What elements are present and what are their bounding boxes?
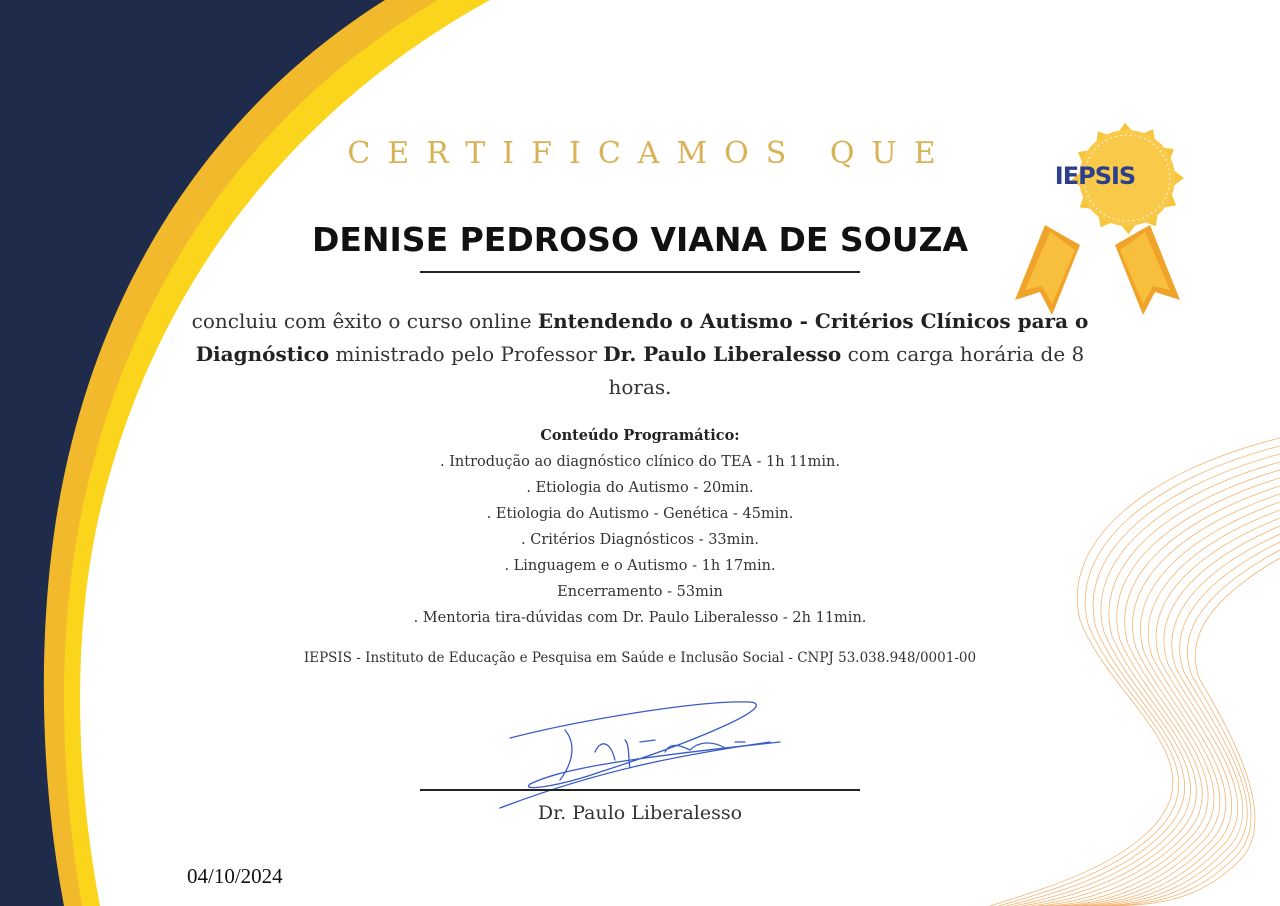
issue-date: 04/10/2024 (187, 864, 283, 888)
content-item: . Etiologia do Autismo - 20min. (526, 480, 754, 496)
completion-statement (190, 305, 1090, 404)
content-item: . Critérios Diagnósticos - 33min. (521, 532, 759, 548)
content-item: . Etiologia do Autismo - Genética - 45min. (486, 506, 794, 522)
iepsis-logo: IEPSIS (1054, 162, 1136, 190)
signer-name: Dr. Paulo Liberalesso (537, 802, 743, 824)
institution-info: IEPSIS - Instituto de Educação e Pesquisa em Saúde e Inclusão Social - CNPJ 53.038.948/0001-00 (303, 650, 977, 666)
content-item: Encerramento - 53min (557, 584, 723, 600)
name-underline (420, 271, 860, 273)
signature-scribble (500, 702, 780, 808)
recipient-name: DENISE PEDROSO VIANA DE SOUZA (311, 220, 969, 259)
statement-text-3: com carga horária de 8 horas. (608, 342, 1085, 399)
certificate-heading: CERTIFICAMOS QUE (347, 136, 953, 171)
statement-text-2: ministrado pelo Professor (329, 342, 604, 366)
course-name: Entendendo o Autismo - Critérios Clínicos para o Diagnóstico (195, 309, 1089, 366)
signature-line (420, 789, 860, 791)
professor-name: Dr. Paulo Liberalesso (603, 342, 842, 366)
content-title: Conteúdo Programático: (540, 427, 740, 444)
content-item: . Linguagem e o Autismo - 1h 17min. (504, 558, 776, 574)
course-content (0, 423, 1280, 631)
content-item: . Introdução ao diagnóstico clínico do TEA - 1h 11min. (439, 454, 841, 470)
statement-text-1: concluiu com êxito o curso online (191, 309, 538, 333)
content-item: . Mentoria tira-dúvidas com Dr. Paulo Liberalesso - 2h 11min. (413, 610, 867, 626)
